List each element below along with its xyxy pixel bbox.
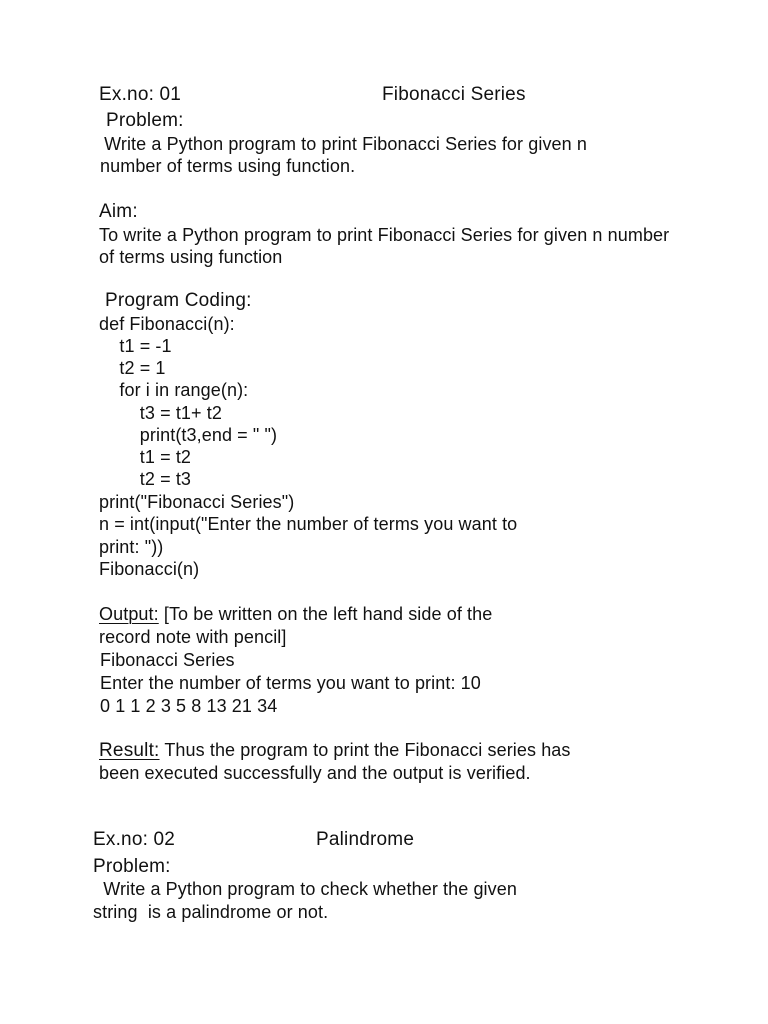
ex2-number: Ex.no: 02 — [93, 829, 176, 850]
ex1-output-note: record note with pencil] — [99, 627, 287, 647]
ex2-problem-label: Problem: — [93, 856, 171, 877]
code-line: def Fibonacci(n): — [99, 314, 235, 334]
ex1-result-text: been executed successfully and the output is verified. — [99, 763, 531, 783]
ex2-problem-line: string is a palindrome or not. — [93, 902, 329, 922]
ex1-result-label: Result: — [99, 740, 160, 761]
ex1-output-first-line — [99, 603, 492, 625]
code-line: t1 = t2 — [99, 447, 192, 467]
ex1-coding-label: Program Coding: — [105, 290, 252, 311]
code-line: Fibonacci(n) — [99, 559, 200, 579]
code-line: t2 = 1 — [99, 358, 166, 378]
ex1-result-text: Thus the program to print the Fibonacci series has — [159, 740, 571, 760]
ex1-output-label: Output: — [99, 604, 159, 624]
output-line: Enter the number of terms you want to print: 10 — [100, 673, 481, 693]
code-line: t1 = -1 — [99, 336, 172, 356]
ex2-title: Palindrome — [316, 829, 415, 850]
output-line: 0 1 1 2 3 5 8 13 21 34 — [100, 696, 278, 716]
ex1-problem-line: number of terms using function. — [100, 156, 356, 176]
ex1-result-first-line — [99, 739, 571, 762]
code-line: print("Fibonacci Series") — [99, 492, 295, 512]
code-line: n = int(input("Enter the number of terms you want to — [99, 514, 518, 534]
code-line: t3 = t1+ t2 — [99, 403, 222, 423]
ex1-problem-label: Problem: — [106, 110, 184, 131]
code-line: print(t3,end = " ") — [99, 425, 278, 445]
ex1-output-note: [To be written on the left hand side of the — [158, 604, 493, 624]
ex1-aim-line: To write a Python program to print Fibonacci Series for given n number — [99, 225, 670, 245]
ex1-aim-line: of terms using function — [99, 247, 283, 267]
code-line: t2 = t3 — [99, 469, 192, 489]
ex1-number: Ex.no: 01 — [99, 84, 182, 105]
ex1-problem-line: Write a Python program to print Fibonacci Series for given n — [99, 134, 587, 154]
code-line: for i in range(n): — [99, 380, 249, 400]
ex1-title: Fibonacci Series — [382, 84, 526, 105]
ex2-problem-line: Write a Python program to check whether the given — [93, 879, 517, 899]
output-line: Fibonacci Series — [100, 650, 235, 670]
ex1-aim-label: Aim: — [99, 201, 138, 222]
code-line: print: ")) — [99, 537, 164, 557]
